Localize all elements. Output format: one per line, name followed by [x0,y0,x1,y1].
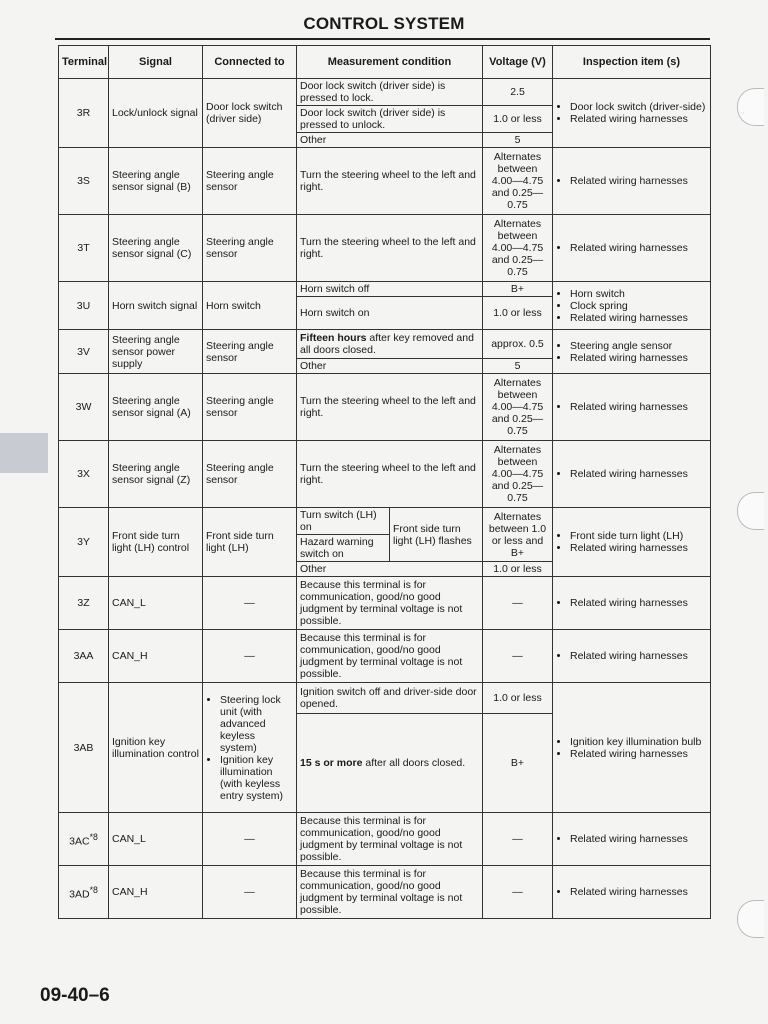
condition-cell: Turn switch (LH) on [297,508,390,535]
condition-cell: Turn the steering wheel to the left and right. [297,374,483,441]
signal-cell: Horn switch signal [109,282,203,330]
connected-cell: Horn switch [203,282,297,330]
table-header-row [59,46,711,79]
voltage-cell: Alternates between 1.0 or less and B+ [483,508,553,562]
inspection-item: • Horn switch [570,288,707,300]
connected-cell [203,683,297,813]
connected-cell: — [203,577,297,630]
voltage-cell: 1.0 or less [483,106,553,133]
connected-cell: Steering angle sensor [203,441,297,508]
condition-cell [297,714,483,813]
header-signal: Signal [109,46,203,79]
page-number: 09-40–6 [40,985,110,1006]
inspection-item: • Related wiring harnesses [570,352,707,364]
table-row [59,148,711,215]
condition-cell: Horn switch on [297,297,483,330]
inspection-item: • Related wiring harnesses [570,401,707,413]
table-row [59,215,711,282]
binder-hole [737,492,764,530]
inspection-item: • Related wiring harnesses [570,650,707,662]
voltage-cell: Alternates between 4.00—4.75 and 0.25—0.75 [483,215,553,282]
table-row [59,630,711,683]
condition-cell: Other [297,359,483,374]
table-row [59,374,711,441]
connected-cell: Steering angle sensor [203,148,297,215]
signal-cell: Steering angle sensor signal (C) [109,215,203,282]
voltage-cell: — [483,813,553,866]
signal-cell: Steering angle sensor signal (B) [109,148,203,215]
inspection-cell [553,441,711,508]
voltage-cell: B+ [483,714,553,813]
header-connected-to: Connected to [203,46,297,79]
voltage-cell: — [483,866,553,919]
inspection-cell [553,282,711,330]
terminal-cell: 3W [59,374,109,441]
connected-item: • Steering lock unit (with advanced keyless system) [220,694,293,754]
voltage-cell: approx. 0.5 [483,330,553,359]
condition-emphasis: 15 s or more [300,757,363,769]
inspection-cell [553,330,711,374]
header-voltage: Voltage (V) [483,46,553,79]
terminal-cell: 3AB [59,683,109,813]
condition-cell: Horn switch off [297,282,483,297]
condition-cell: Other [297,562,483,577]
terminal-cell: 3X [59,441,109,508]
signal-cell: Ignition key illumination control [109,683,203,813]
table-row [59,683,711,714]
terminal-id: 3AC [69,835,90,848]
connected-cell: Steering angle sensor [203,215,297,282]
inspection-cell [553,630,711,683]
voltage-cell: B+ [483,282,553,297]
inspection-cell [553,866,711,919]
condition-cell: Because this terminal is for communication, good/no good judgment by terminal voltage is not possible. [297,577,483,630]
inspection-cell [553,508,711,577]
terminal-cell [59,813,109,866]
inspection-cell [553,683,711,813]
terminal-cell: 3Y [59,508,109,577]
inspection-cell [553,148,711,215]
inspection-item: • Door lock switch (driver-side) [570,101,707,113]
section-tab [0,433,48,473]
inspection-cell [553,215,711,282]
signal-cell: CAN_L [109,577,203,630]
inspection-item: • Related wiring harnesses [570,113,707,125]
inspection-item: • Front side turn light (LH) [570,530,707,542]
terminal-cell [59,866,109,919]
condition-emphasis: Fifteen hours [300,332,367,344]
terminal-cell: 3V [59,330,109,374]
inspection-item: • Related wiring harnesses [570,242,707,254]
condition-cell: Front side turn light (LH) flashes [390,508,483,562]
voltage-cell: Alternates between 4.00—4.75 and 0.25—0.75 [483,441,553,508]
condition-cell: Because this terminal is for communication, good/no good judgment by terminal voltage is not possible. [297,813,483,866]
header-measurement: Measurement condition [297,46,483,79]
page-title: CONTROL SYSTEM [303,14,465,33]
condition-cell: Because this terminal is for communication, good/no good judgment by terminal voltage is not possible. [297,630,483,683]
connected-cell: — [203,813,297,866]
voltage-cell: 5 [483,359,553,374]
condition-cell: Other [297,133,483,148]
voltage-cell: 1.0 or less [483,562,553,577]
connected-cell: Door lock switch (driver side) [203,79,297,148]
inspection-item: • Steering angle sensor [570,340,707,352]
condition-text: after key removed and all doors closed. [300,332,474,356]
signal-cell: CAN_H [109,866,203,919]
terminal-cell: 3Z [59,577,109,630]
terminal-cell: 3R [59,79,109,148]
condition-cell: Door lock switch (driver side) is pressed to lock. [297,79,483,106]
inspection-item: • Related wiring harnesses [570,175,707,187]
voltage-cell: 5 [483,133,553,148]
condition-cell: Because this terminal is for communication, good/no good judgment by terminal voltage is not possible. [297,866,483,919]
connected-cell: — [203,630,297,683]
condition-cell: Door lock switch (driver side) is pressed to unlock. [297,106,483,133]
table-row [59,508,711,535]
voltage-cell: Alternates between 4.00—4.75 and 0.25—0.75 [483,374,553,441]
title-rule [55,38,710,40]
inspection-item: • Related wiring harnesses [570,833,707,845]
inspection-item: • Ignition key illumination bulb [570,736,707,748]
terminal-cell: 3S [59,148,109,215]
table-row [59,330,711,359]
footnote-marker: *8 [89,831,98,842]
header-terminal: Terminal [59,46,109,79]
voltage-cell: 2.5 [483,79,553,106]
inspection-cell [553,374,711,441]
footnote-marker: *8 [89,884,98,895]
condition-cell: Turn the steering wheel to the left and right. [297,215,483,282]
connected-item: • Ignition key illumination (with keyless entry system) [220,754,293,802]
terminal-cell: 3U [59,282,109,330]
header-inspection: Inspection item (s) [553,46,711,79]
connected-cell: Steering angle sensor [203,330,297,374]
inspection-item: • Clock spring [570,300,707,312]
connected-cell: Steering angle sensor [203,374,297,441]
terminal-cell: 3T [59,215,109,282]
voltage-cell: 1.0 or less [483,683,553,714]
condition-cell: Turn the steering wheel to the left and right. [297,148,483,215]
inspection-item: • Related wiring harnesses [570,542,707,554]
signal-cell: Steering angle sensor signal (Z) [109,441,203,508]
terminal-table [58,45,711,919]
terminal-id: 3AD [69,888,90,901]
table-row [59,79,711,106]
inspection-item: • Related wiring harnesses [570,597,707,609]
condition-cell [297,330,483,359]
signal-cell: CAN_L [109,813,203,866]
terminal-cell: 3AA [59,630,109,683]
voltage-cell: — [483,577,553,630]
signal-cell: Steering angle sensor signal (A) [109,374,203,441]
table-row [59,282,711,297]
signal-cell: CAN_H [109,630,203,683]
inspection-cell [553,577,711,630]
inspection-cell [553,79,711,148]
voltage-cell: — [483,630,553,683]
table-row [59,813,711,866]
table-row [59,441,711,508]
condition-cell: Turn the steering wheel to the left and right. [297,441,483,508]
inspection-item: • Related wiring harnesses [570,312,707,324]
binder-hole [737,900,764,938]
inspection-cell [553,813,711,866]
table-row [59,577,711,630]
voltage-cell: 1.0 or less [483,297,553,330]
inspection-item: • Related wiring harnesses [570,886,707,898]
condition-text: after all doors closed. [362,757,466,769]
table-row [59,866,711,919]
signal-cell: Front side turn light (LH) control [109,508,203,577]
voltage-cell: Alternates between 4.00—4.75 and 0.25—0.75 [483,148,553,215]
condition-cell: Ignition switch off and driver-side door opened. [297,683,483,714]
condition-cell: Hazard warning switch on [297,535,390,562]
binder-hole [737,88,764,126]
connected-cell: — [203,866,297,919]
inspection-item: • Related wiring harnesses [570,748,707,760]
inspection-item: • Related wiring harnesses [570,468,707,480]
signal-cell: Steering angle sensor power supply [109,330,203,374]
signal-cell: Lock/unlock signal [109,79,203,148]
connected-cell: Front side turn light (LH) [203,508,297,577]
